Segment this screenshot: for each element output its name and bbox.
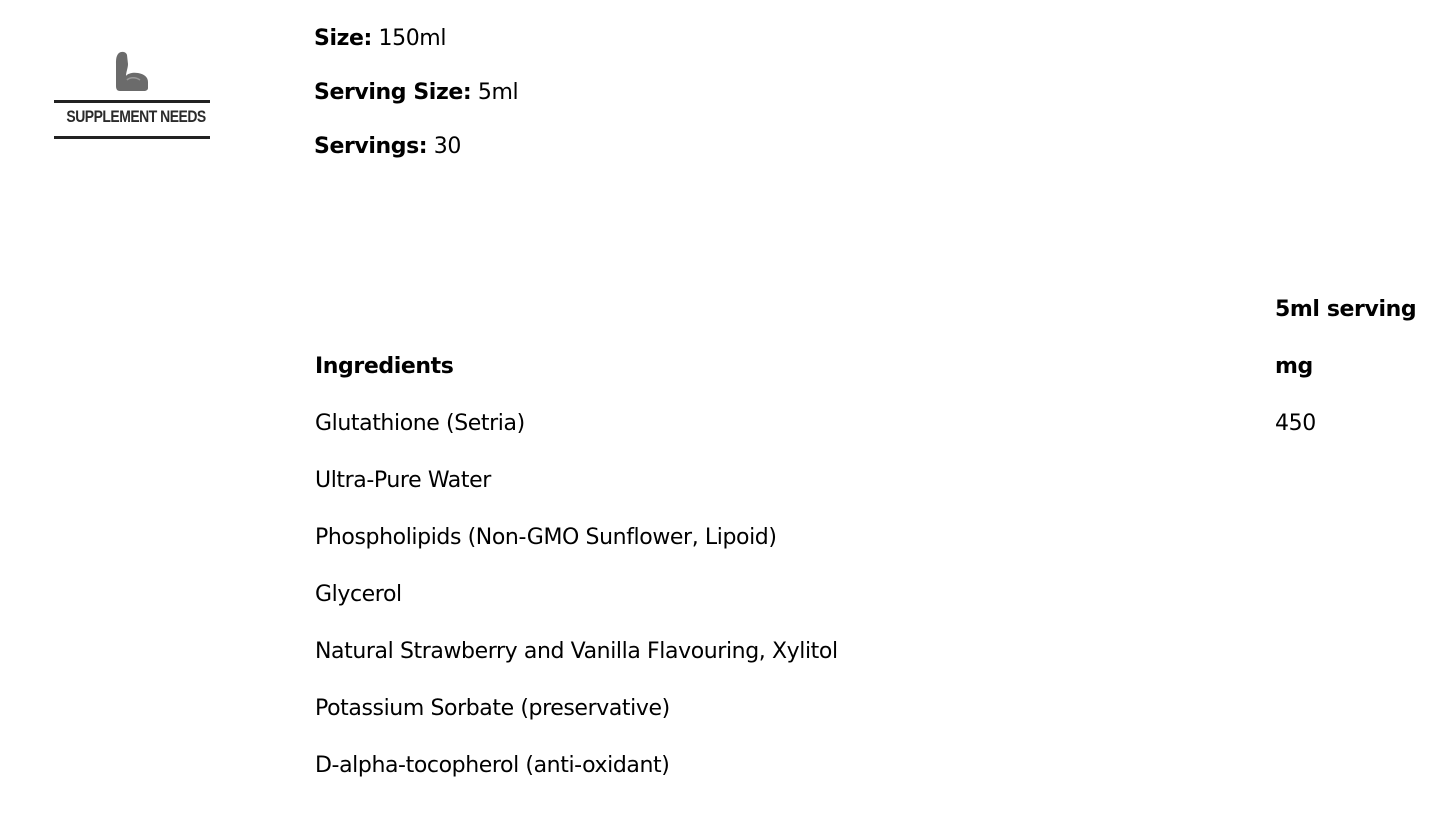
ingredient-name: D-alpha-tocopherol (anti-oxidant) [315, 753, 670, 778]
table-header-unit: mg [1275, 354, 1313, 379]
logo-rule-top [54, 100, 210, 103]
table-row [315, 680, 1425, 737]
spec-servings-label: Servings: [314, 134, 428, 159]
table-header-row [315, 338, 1425, 395]
ingredient-name: Natural Strawberry and Vanilla Flavouring, Xylitol [315, 639, 838, 664]
ingredient-name: Ultra-Pure Water [315, 468, 491, 493]
ingredient-name: Phospholipids (Non-GMO Sunflower, Lipoid) [315, 525, 777, 550]
table-row [315, 737, 1425, 794]
ingredient-name: Glycerol [315, 582, 402, 607]
table-header-ingredients: Ingredients [315, 354, 454, 379]
spec-serving-size-value: 5ml [477, 80, 519, 105]
ingredient-name: Potassium Sorbate (preservative) [315, 696, 670, 721]
spec-servings-value: 30 [433, 134, 461, 159]
ingredient-amount: 450 [1275, 411, 1316, 436]
table-row [315, 452, 1425, 509]
table-row [315, 566, 1425, 623]
spec-size-label: Size: [314, 26, 372, 51]
spec-size [314, 25, 446, 53]
spec-size-value: 150ml [378, 26, 447, 51]
logo-rule-bottom [54, 136, 210, 139]
spec-serving-size-label: Serving Size: [314, 80, 472, 105]
spec-serving-size [314, 79, 518, 107]
ingredients-table [315, 281, 1425, 794]
table-row [315, 623, 1425, 680]
flexed-arm-icon [110, 50, 154, 92]
table-header-top-row [315, 281, 1425, 338]
ingredient-name: Glutathione (Setria) [315, 411, 525, 436]
spec-servings [314, 133, 461, 161]
brand-logo [52, 50, 212, 142]
table-row [315, 395, 1425, 452]
logo-text: SUPPLEMENT NEEDS [66, 107, 206, 126]
table-row [315, 509, 1425, 566]
table-header-serving: 5ml serving [1275, 297, 1417, 322]
